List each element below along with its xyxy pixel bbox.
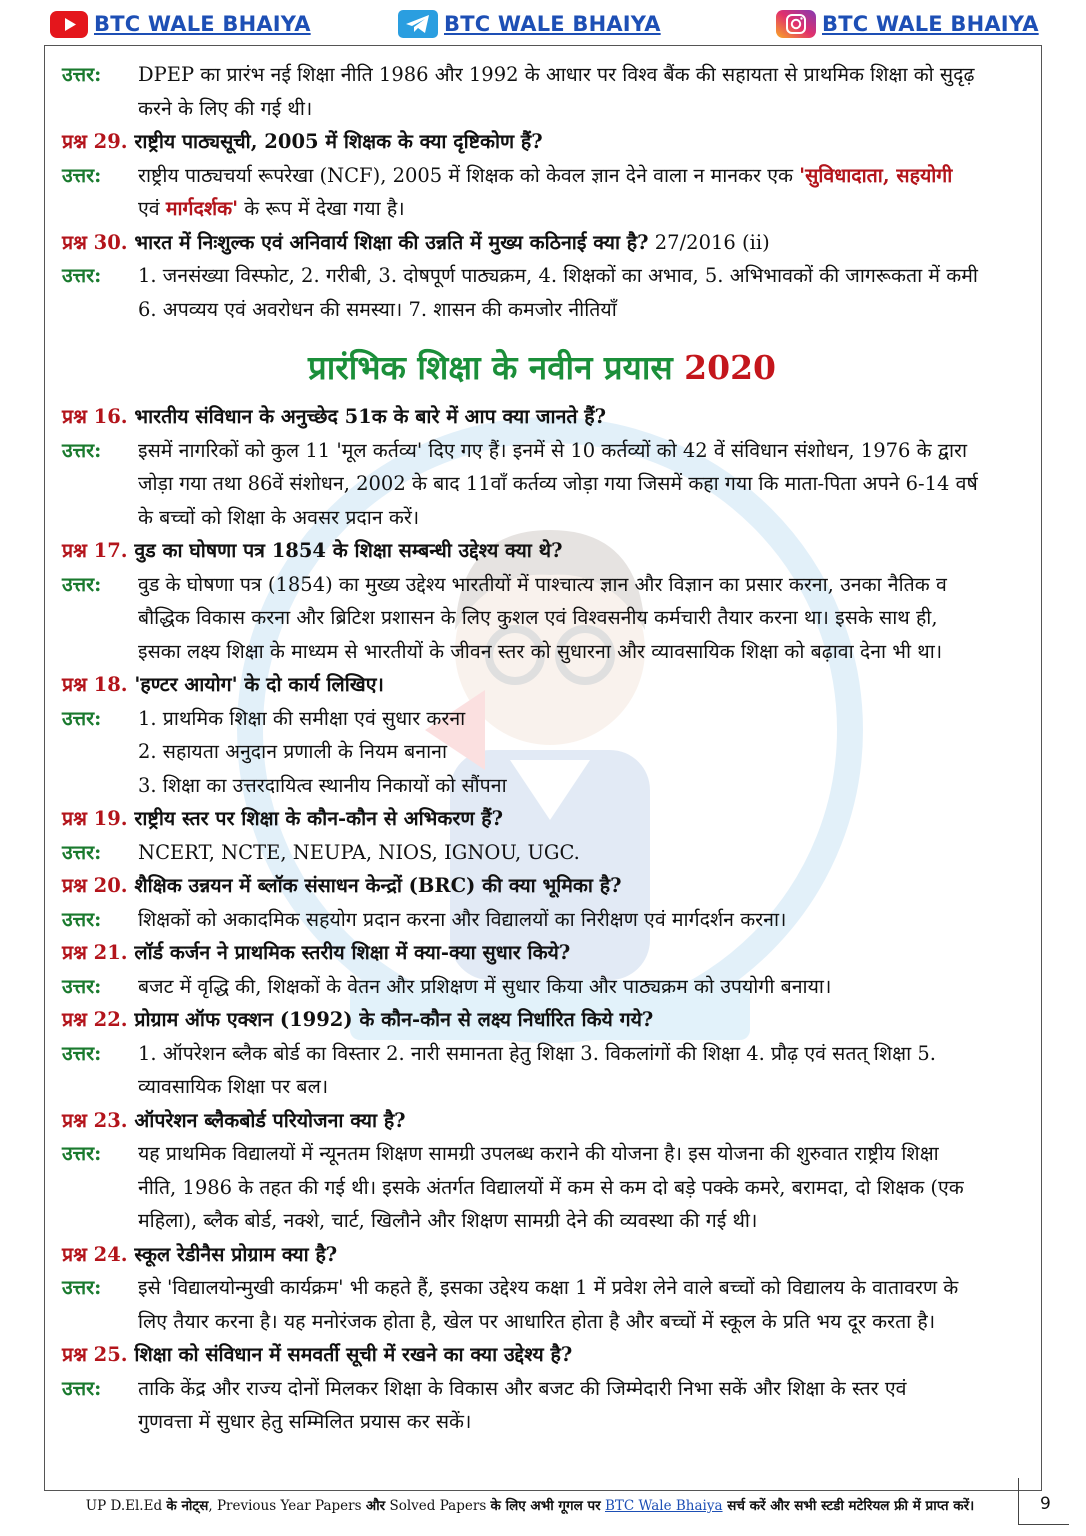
telegram-icon [398, 10, 438, 38]
answer-row [62, 903, 1022, 937]
page-footer [60, 1496, 1000, 1514]
page-header [0, 0, 1086, 46]
question-item [62, 534, 1022, 568]
question-number: प्रश्न 18. [62, 673, 128, 696]
answer-label: उत्तर: [62, 907, 102, 931]
answer-segment: एवं [138, 197, 166, 220]
instagram-channel-link[interactable] [776, 9, 1039, 39]
answer-label: उत्तर: [62, 1041, 102, 1065]
question-item [62, 1003, 1022, 1037]
question-number: प्रश्न 19. [62, 807, 128, 830]
question-text: भारत में निःशुल्क एवं अनिवार्य शिक्षा की उन्नति में मुख्य कठिनाई क्या है? [134, 230, 649, 254]
question-30 [62, 226, 1022, 260]
answer-row [62, 970, 1022, 1004]
answer-line: 1. ऑपरेशन ब्लैक बोर्ड का विस्तार 2. नारी समानता हेतु शिक्षा 3. विकलांगों की शिक्षा 4. प्रौढ़ एवं सतत् शिक्षा 5. [138, 1041, 936, 1065]
answer-row [62, 1137, 1022, 1238]
answer-label: उत्तर: [62, 840, 102, 864]
answer-segment: राष्ट्रीय पाठ्यचर्या रूपरेखा (NCF), 2005 में शिक्षक को केवल ज्ञान देने वाला न मानकर एक [138, 163, 800, 187]
question-item [62, 400, 1022, 434]
footer-text: सर्च करें और सभी स्टडी मटेरियल फ्री में प्राप्त करें। [722, 1498, 975, 1514]
question-number: प्रश्न 24. [62, 1242, 128, 1266]
answer-line: लिए तैयार करना है। यह मनोरंजक होता है, खेल पर आधारित होता है और बच्चों में स्कूल के प्रति भय दूर करता है। [138, 1309, 936, 1333]
answer-highlight: मार्गदर्शक' [165, 197, 239, 220]
answer-line: DPEP का प्रारंभ नई शिक्षा नीति 1986 और 1992 के आधार पर विश्व बैंक की सहायता से प्राथमिक शिक्षा को सुदृढ़ [138, 63, 975, 86]
question-text: लॉर्ड कर्जन ने प्राथमिक स्तरीय शिक्षा में क्या-क्या सुधार किये? [134, 941, 571, 964]
youtube-channel-link[interactable] [50, 9, 311, 39]
answer-row [62, 1372, 1022, 1439]
answer-line: 6. अपव्यय एवं अवरोधन की समस्या। 7. शासन की कमजोर नीतियाँ [138, 297, 617, 321]
answer-row [62, 568, 1022, 669]
footer-text: UP D.El.Ed [85, 1498, 167, 1514]
question-text: भारतीय संविधान के अनुच्छेद 51क के बारे में आप क्या जानते हैं? [134, 405, 607, 428]
answer-line: इसका लक्ष्य शिक्षा के माध्यम से भारतीयों के जीवन स्तर को सुधारना और व्यावसायिक शिक्षा को बढ़ावा देना भी था। [138, 639, 943, 663]
question-text: प्रोग्राम ऑफ एक्शन (1992) के कौन-कौन से लक्ष्य निर्धारित किये गये? [134, 1008, 654, 1031]
question-text: शिक्षा को संविधान में समवर्ती सूची में रखने का क्या उद्देश्य है? [134, 1343, 573, 1366]
footer-text: के नोट्स [166, 1498, 209, 1514]
answer-label: उत्तर: [62, 1276, 102, 1299]
answer-line: NCERT, NCTE, NEUPA, NIOS, IGNOU, UGC. [138, 840, 580, 864]
answer-line: 3. शिक्षा का उत्तरदायित्व स्थानीय निकायों को सौंपना [138, 773, 507, 797]
question-number: प्रश्न 30. [62, 230, 128, 254]
answer-label: उत्तर: [62, 706, 102, 730]
question-text: ऑपरेशन ब्लैकबोर्ड परियोजना क्या है? [134, 1108, 406, 1132]
answer-line: बौद्धिक विकास करना और ब्रिटिश प्रशासन के लिए कुशल एवं विश्वसनीय कर्मचारी तैयार करना था। इसके साथ ही, [138, 606, 938, 629]
answer-row [62, 58, 1022, 125]
answer-label: उत्तर: [62, 163, 102, 187]
answer-line: शिक्षकों को अकादमिक सहयोग प्रदान करना और विद्यालयों का निरीक्षण एवं मार्गदर्शन करना। [138, 907, 787, 931]
question-number: प्रश्न 29. [62, 130, 128, 153]
question-number: प्रश्न 23. [62, 1108, 128, 1132]
footer-text: के लिए अभी गूगल पर [490, 1498, 601, 1514]
answer-label: उत्तर: [62, 974, 102, 998]
answer-label: उत्तर: [62, 1376, 102, 1400]
answer-line: वुड के घोषणा पत्र (1854) का मुख्य उद्देश्य भारतीयों में पाश्चात्य ज्ञान और विज्ञान का प्रसार करना, उनका नैतिक व [138, 572, 947, 596]
question-29 [62, 125, 1022, 159]
question-number: प्रश्न 16. [62, 405, 128, 428]
answer-label: उत्तर: [62, 1142, 102, 1165]
answer-line: 1. प्राथमिक शिक्षा की समीक्षा एवं सुधार करना [138, 706, 466, 730]
answer-row [62, 159, 1022, 226]
question-number: प्रश्न 25. [62, 1343, 128, 1366]
answer-row [62, 259, 1022, 326]
qa-list [62, 400, 1022, 1439]
question-number: प्रश्न 20. [62, 874, 128, 897]
footer-text: Solved Papers [385, 1498, 491, 1514]
question-text: शैक्षिक उन्नयन में ब्लॉक संसाधन केन्द्रों (BRC) की क्या भूमिका है? [134, 874, 622, 897]
question-text: स्कूल रेडीनैस प्रोग्राम क्या है? [134, 1242, 338, 1266]
answer-line: महिला), ब्लैक बोर्ड, नक्शे, चार्ट, खिलौने और शिक्षण सामग्री देने की व्यवस्था की गई थी। [138, 1209, 758, 1232]
section-title [62, 344, 1022, 392]
question-text: राष्ट्रीय पाठ्यसूची, 2005 में शिक्षक के क्या दृष्टिकोण हैं? [134, 130, 543, 153]
youtube-channel-label: BTC WALE BHAIYA [94, 12, 311, 36]
answer-line: नीति, 1986 के तहत की गई थी। इसके अंतर्गत विद्यालयों में कम से कम दो बड़े पक्के कमरे, बरामदा, दो शिक्षक (एक [138, 1175, 964, 1199]
answer-segment: के रूप में देखा गया है। [238, 197, 405, 220]
question-number: प्रश्न 22. [62, 1008, 128, 1031]
answer-text [138, 159, 1022, 226]
answer-label: उत्तर: [62, 264, 102, 287]
answer-line: ताकि केंद्र और राज्य दोनों मिलकर शिक्षा के विकास और बजट की जिम्मेदारी निभा सकें और शिक्षा के स्तर एवं [138, 1376, 907, 1400]
answer-line: यह प्राथमिक विद्यालयों में न्यूनतम शिक्षण सामग्री उपलब्ध कराने की योजना है। इस योजना की शुरुवात राष्ट्रीय शिक्षा [138, 1142, 939, 1165]
question-number: प्रश्न 21. [62, 941, 128, 964]
page-number: 9 [1040, 1494, 1051, 1514]
answer-label: उत्तर: [62, 438, 102, 462]
question-item [62, 1338, 1022, 1372]
answer-highlight: 'सुविधादाता, सहयोगी [799, 163, 953, 187]
question-reference: 27/2016 (ii) [648, 230, 770, 254]
answer-row [62, 836, 1022, 870]
answer-line: बजट में वृद्धि की, शिक्षकों के वेतन और प्रशिक्षण में सुधार किया और पाठ्यक्रम को उपयोगी बनाया। [138, 974, 832, 998]
question-text: 'हण्टर आयोग' के दो कार्य लिखिए। [134, 673, 384, 696]
section-title-text: प्रारंभिक शिक्षा के नवीन प्रयास [307, 348, 685, 387]
answer-label: उत्तर: [62, 572, 102, 596]
telegram-channel-link[interactable] [398, 9, 661, 39]
youtube-icon [50, 11, 88, 38]
page-content [62, 58, 1022, 1439]
question-item [62, 802, 1022, 836]
answer-label: उत्तर: [62, 63, 102, 86]
question-item [62, 1104, 1022, 1138]
answer-line: इसमें नागरिकों को कुल 11 'मूल कर्तव्य' दिए गए हैं। इनमें से 10 कर्तव्यों को 42 वें संविधान संशोधन, 1976 के द्वारा [138, 438, 968, 462]
answer-row [62, 702, 1022, 803]
answer-line: के बच्चों को शिक्षा के अवसर प्रदान करें। [138, 505, 420, 529]
section-title-year: 2020 [684, 348, 777, 387]
answer-line: 2. सहायता अनुदान प्रणाली के नियम बनाना [138, 740, 448, 763]
answer-row [62, 434, 1022, 535]
answer-row [62, 1271, 1022, 1338]
answer-line: करने के लिए की गई थी। [138, 96, 313, 120]
question-text: राष्ट्रीय स्तर पर शिक्षा के कौन-कौन से अभिकरण हैं? [134, 807, 503, 830]
answer-line: गुणवत्ता में सुधार हेतु सम्मिलित प्रयास कर सकें। [138, 1410, 472, 1433]
telegram-channel-label: BTC WALE BHAIYA [444, 12, 661, 36]
instagram-icon [776, 10, 816, 38]
answer-line: व्यावसायिक शिक्षा पर बल। [138, 1075, 329, 1098]
question-item [62, 869, 1022, 903]
answer-row [62, 1037, 1022, 1104]
question-item [62, 1238, 1022, 1272]
instagram-channel-label: BTC WALE BHAIYA [822, 12, 1039, 36]
question-item [62, 668, 1022, 702]
question-number: प्रश्न 17. [62, 539, 128, 562]
footer-text: , Previous Year Papers [208, 1498, 366, 1514]
footer-text: और [365, 1498, 386, 1514]
question-text: वुड का घोषणा पत्र 1854 के शिक्षा सम्बन्धी उद्देश्य क्या थे? [134, 539, 563, 562]
answer-line: जोड़ा गया तथा 86वें संशोधन, 2002 के बाद 11वाँ कर्तव्य जोड़ा गया जिसमें कहा गया कि माता-पिता अपने 6-14 वर्ष [138, 472, 978, 495]
footer-link[interactable]: BTC Wale Bhaiya [604, 1498, 723, 1514]
question-item [62, 936, 1022, 970]
answer-line: 1. जनसंख्या विस्फोट, 2. गरीबी, 3. दोषपूर्ण पाठ्यक्रम, 4. शिक्षकों का अभाव, 5. अभिभावकों की जागरूकता में कमी [138, 264, 978, 287]
answer-line: इसे 'विद्यालयोन्मुखी कार्यक्रम' भी कहते हैं, इसका उद्देश्य कक्षा 1 में प्रवेश लेने वाले बच्चों को विद्यालय के वातावरण के [138, 1276, 959, 1299]
